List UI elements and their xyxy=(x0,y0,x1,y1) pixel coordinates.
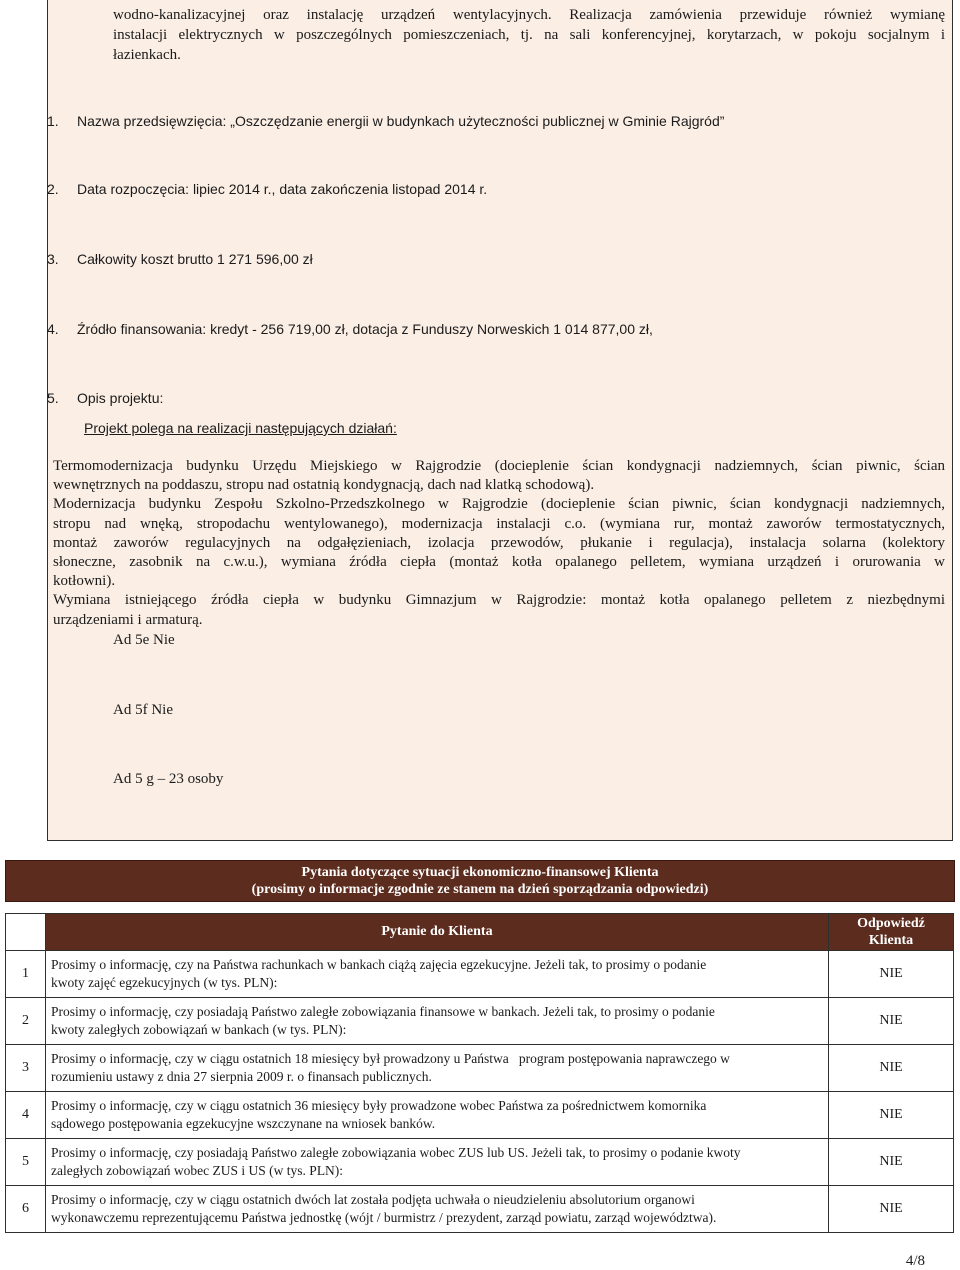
answer-cell: NIE xyxy=(829,1092,954,1139)
table-row xyxy=(6,998,954,1045)
question-text xyxy=(46,1045,829,1092)
question-line: wykonawczemu reprezentującemu Państwa jednostkę (wójt / burmistrz / prezydent, zarząd powiatu, zarząd województwa). xyxy=(51,1210,717,1225)
table-row xyxy=(6,1139,954,1186)
question-line: sądowego postępowania egzekucyjne wszczynane na wniosek banków. xyxy=(51,1116,436,1131)
text-line: Wymiana istniejącego źródła ciepła w budynku Gimnazjum w Rajgrodzie: montaż kotła opalanego pelletem z niezbędnymi xyxy=(53,592,945,609)
answer-cell: NIE xyxy=(829,1139,954,1186)
header-answer xyxy=(829,914,954,951)
table-row xyxy=(6,1186,954,1233)
banner-subtitle: (prosimy o informacje zgodnie ze stanem na dzień sporządzania odpowiedzi) xyxy=(251,882,709,897)
list-number: 3. xyxy=(47,251,59,267)
ad-note-5e: Ad 5e Nie xyxy=(113,632,175,648)
header-question: Pytanie do Klienta xyxy=(46,914,829,951)
table-header-row xyxy=(6,914,954,951)
text-line: wodno-kanalizacyjnej oraz instalację urządzeń wentylacyjnych. Realizacja zamówienia przewiduje również wymianę xyxy=(113,7,945,23)
question-text xyxy=(46,1092,829,1139)
question-line: Prosimy o informację, czy posiadają Państwo zaległe zobowiązania finansowe w bankach. Jeżeli tak, to prosimy o podanie xyxy=(51,1003,715,1019)
list-number: 1. xyxy=(47,113,59,129)
financial-questions-table xyxy=(5,913,954,1233)
text-line: wewnętrznych na poddaszu, stropu nad ostatnią kondygnacją, dach nad klatką schodową). xyxy=(53,477,595,494)
text-line: urządzeniami i armaturą. xyxy=(53,611,203,628)
text-line: kotłowni). xyxy=(53,573,116,590)
question-line: Prosimy o informację, czy w ciągu ostatnich 18 miesięcy był prowadzony u Państwa program postępowania naprawczego w xyxy=(51,1050,730,1066)
question-line: Prosimy o informację, czy w ciągu ostatnich 36 miesięcy były prowadzone wobec Państwa za pośrednictwem komornika xyxy=(51,1097,707,1113)
table-row xyxy=(6,1092,954,1139)
row-number: 5 xyxy=(6,1139,46,1186)
question-line: rozumieniu ustawy z dnia 27 sierpnia 2009 r. o finansach publicznych. xyxy=(51,1069,432,1084)
question-text xyxy=(46,1186,829,1233)
question-line: Prosimy o informację, czy na Państwa rachunkach w bankach ciążą zajęcia egzekucyjne. Jeżeli tak, to prosimy o podanie xyxy=(51,956,707,972)
answer-cell: NIE xyxy=(829,1186,954,1233)
page-number: 4/8 xyxy=(905,1253,925,1269)
project-actions-description xyxy=(53,457,945,630)
ad-note-5f: Ad 5f Nie xyxy=(113,702,173,718)
question-line: zaległych zobowiązań wobec ZUS i US (w tys. PLN): xyxy=(51,1163,344,1178)
row-number: 2 xyxy=(6,998,46,1045)
row-number: 3 xyxy=(6,1045,46,1092)
text-line: instalacji elektrycznych w poszczególnych pomieszczeniach, tj. na sali konferencyjnej, korytarzach, w pokoju socjalnym i xyxy=(113,27,945,43)
table-row xyxy=(6,1045,954,1092)
header-answer-label: Odpowiedź Klienta xyxy=(857,916,925,948)
table-row xyxy=(6,951,954,998)
list-text: Źródło finansowania: kredyt - 256 719,00 zł, dotacja z Funduszy Norweskich 1 014 877,00 zł, xyxy=(77,321,653,337)
text-line: montaż zaworów regulacyjnych na odgałęzieniach, izolacja przewodów, płukanie i regulacja), instalacja solarna (kolektory xyxy=(53,534,945,551)
answer-cell: NIE xyxy=(829,1045,954,1092)
question-line: kwoty zaległych zobowiązań w bankach (w tys. PLN): xyxy=(51,1022,347,1037)
row-number: 6 xyxy=(6,1186,46,1233)
continuation-paragraph xyxy=(113,5,945,65)
list-text: Data rozpoczęcia: lipiec 2014 r., data zakończenia listopad 2014 r. xyxy=(77,181,488,197)
list-text: Nazwa przedsięwzięcia: „Oszczędzanie energii w budynkach użyteczności publicznej w Gminie Rajgród” xyxy=(77,113,725,129)
question-line: Prosimy o informację, czy w ciągu ostatnich dwóch lat została podjęta uchwała o nieudzieleniu absolutorium organowi xyxy=(51,1191,695,1207)
row-number: 1 xyxy=(6,951,46,998)
question-text xyxy=(46,951,829,998)
text-line: stropu nad wnęką, stropodachu wentylowanego), modernizacja instalacji c.o. (wymiana rur, montaż zaworów termostatycznych, xyxy=(53,515,945,532)
answer-cell: NIE xyxy=(829,951,954,998)
question-line: kwoty zajęć egzekucyjnych (w tys. PLN): xyxy=(51,975,278,990)
actions-subheading: Projekt polega na realizacji następujących działań: xyxy=(84,420,397,436)
ad-note-5g: Ad 5 g – 23 osoby xyxy=(113,771,224,787)
list-number: 4. xyxy=(47,321,59,337)
list-text: Opis projektu: xyxy=(77,390,164,406)
text-line: Termomodernizacja budynku Urzędu Miejskiego w Rajgrodzie (docieplenie ścian kondygnacji nadziemnych, ścian piwnic, ścian xyxy=(53,458,945,474)
banner-title: Pytania dotyczące sytuacji ekonomiczno-finansowej Klienta xyxy=(301,865,659,880)
financial-section-banner xyxy=(5,860,955,902)
list-number: 2. xyxy=(47,181,59,197)
text-line: Modernizacja budynku Zespołu Szkolno-Przedszkolnego w Rajgrodzie (docieplenie ścian piwnic, ścian kondygnacji nadziemnych, xyxy=(53,496,945,513)
text-line: słoneczne, zasobnik na c.w.u.), wymiana źródła ciepła (montaż kotła opalanego pelletem, wymiana urządzeń i orurowania w xyxy=(53,554,945,571)
question-text xyxy=(46,1139,829,1186)
row-number: 4 xyxy=(6,1092,46,1139)
question-text xyxy=(46,998,829,1045)
text-line: łazienkach. xyxy=(113,47,181,63)
list-text: Całkowity koszt brutto 1 271 596,00 zł xyxy=(77,251,313,267)
list-number: 5. xyxy=(47,390,59,406)
question-line: Prosimy o informację, czy posiadają Państwo zaległe zobowiązania wobec ZUS lub US. Jeżeli tak, to prosimy o podanie kwoty xyxy=(51,1144,741,1160)
header-number-cell xyxy=(6,914,46,951)
answer-cell: NIE xyxy=(829,998,954,1045)
